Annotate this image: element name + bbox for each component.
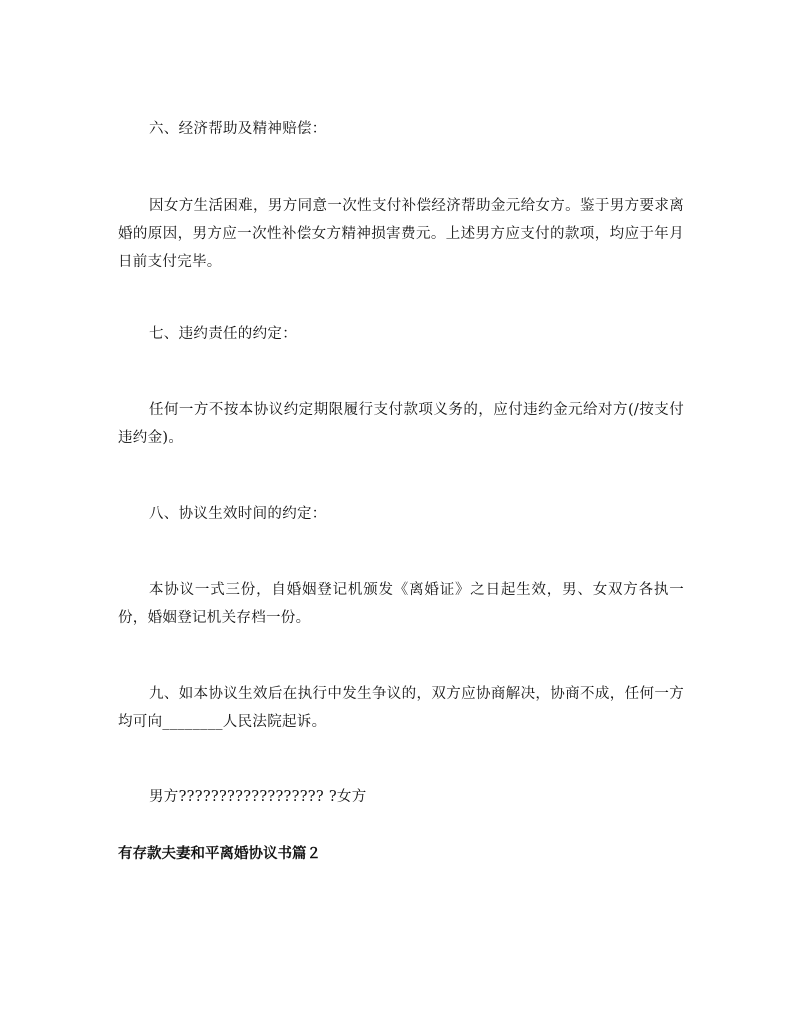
section-6-heading: 六、经济帮助及精神赔偿： bbox=[149, 121, 327, 137]
section-8-heading: 八、协议生效时间的约定： bbox=[149, 506, 327, 522]
next-agreement-title: 有存款夫妻和平离婚协议书篇２ bbox=[118, 846, 321, 862]
section-9-body: 九、如本协议生效后在执行中发生争议的，双方应协商解决，协商不成，任何一方均可向________人民法院起诉。 bbox=[118, 686, 684, 730]
section-7-body: 任何一方不按本协议约定期限履行支付款项义务的，应付违约金元给对方(/按支付违约金)。 bbox=[118, 402, 684, 446]
signature-line: 男方?????????????????? ?女方 bbox=[149, 789, 367, 805]
section-6-body: 因女方生活困难，男方同意一次性支付补偿经济帮助金元给女方。鉴于男方要求离婚的原因，男方应一次性补偿女方精神损害费元。上述男方应支付的款项，均应于年月日前支付完毕。 bbox=[118, 198, 684, 270]
section-7-heading: 七、违约责任的约定： bbox=[149, 326, 297, 342]
section-8-body: 本协议一式三份，自婚姻登记机颁发《离婚证》之日起生效，男、女双方各执一份，婚姻登记机关存档一份。 bbox=[118, 582, 684, 626]
